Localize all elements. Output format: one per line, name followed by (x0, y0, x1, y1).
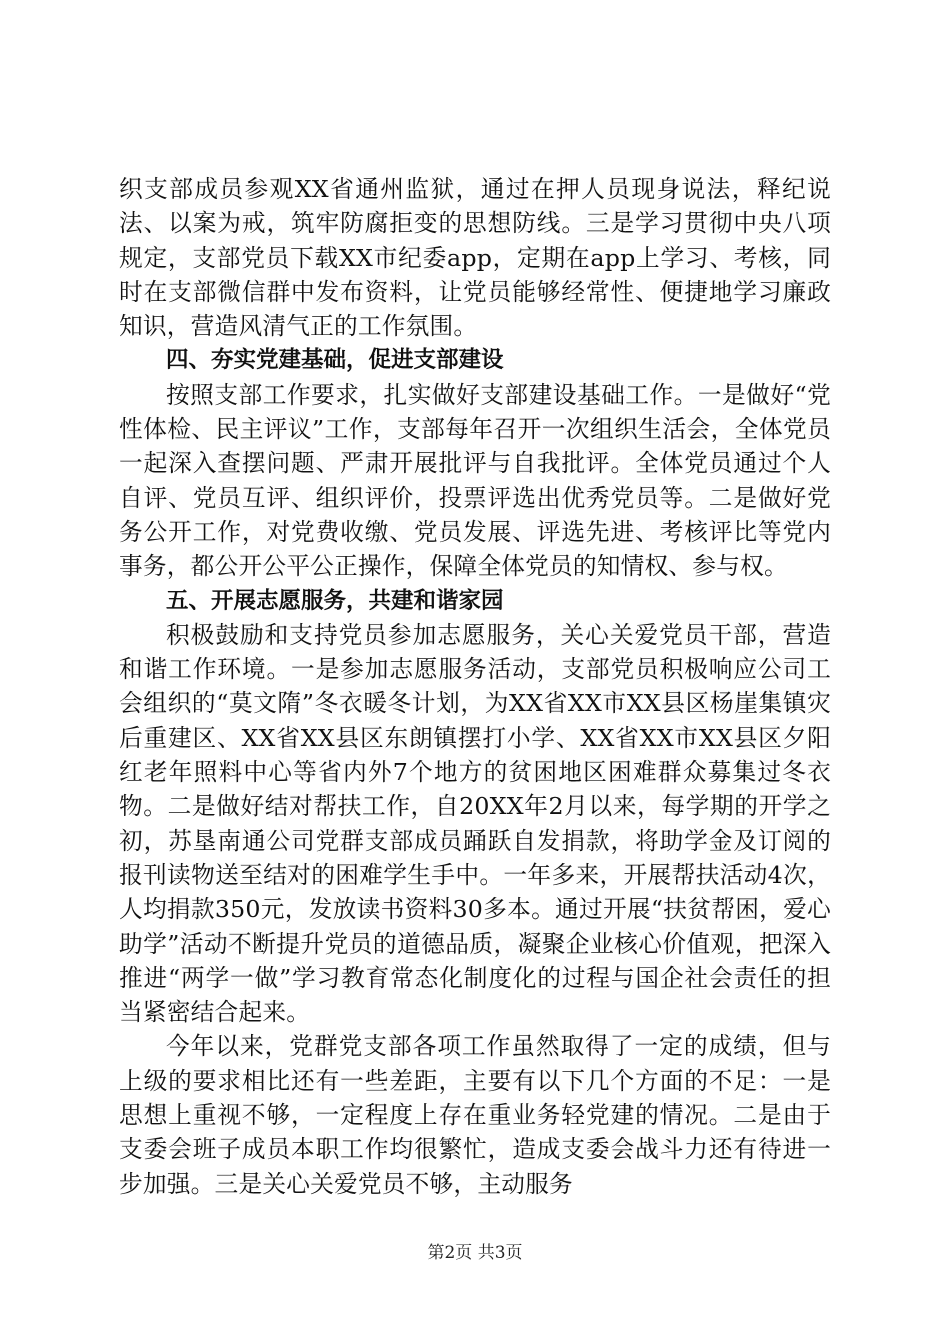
paragraph-summary: 今年以来，党群党支部各项工作虽然取得了一定的成绩，但与上级的要求相比还有一些差距，主要有以下几个方面的不足：一是思想上重视不够，一定程度上存在重业务轻党建的情况。二是由于支委会班子成员本职工作均很繁忙，造成支委会战斗力还有待进一步加强。三是关心关爱党员不够，主动服务 (119, 1032, 831, 1198)
paragraph-continuation: 织支部成员参观XX省通州监狱，通过在押人员现身说法，释纪说法、以案为戒，筑牢防腐拒变的思想防线。三是学习贯彻中央八项规定，支部党员下载XX市纪委app，定期在app上学习、考核，同时在支部微信群中发布资料，让党员能够经常性、便捷地学习廉政知识，营造风清气正的工作氛围。 (119, 175, 831, 341)
paragraph-section-five: 积极鼓励和支持党员参加志愿服务，关心关爱党员干部，营造和谐工作环境。一是参加志愿服务活动，支部党员积极响应公司工会组织的“莫文隋”冬衣暖冬计划，为XX省XX市XX县区杨崖集镇灾后重建区、XX省XX县区东朗镇摆打小学、XX省XX市XX县区夕阳红老年照料中心等省内外7个地方的贫困地区困难群众募集过冬衣物。二是做好结对帮扶工作，自20XX年2月以来，每学期的开学之初，苏垦南通公司党群支部成员踊跃自发捐款，将助学金及订阅的报刊读物送至结对的困难学生手中。一年多来，开展帮扶活动4次，人均捐款350元，发放读书资料30多本。通过开展“扶贫帮困，爱心助学”活动不断提升党员的道德品质，凝聚企业核心价值观，把深入推进“两学一做”学习教育常态化制度化的过程与国企社会责任的担当紧密结合起来。 (119, 620, 831, 1027)
section-heading-four: 四、夯实党建基础，促进支部建设 (166, 347, 504, 374)
section-heading-five: 五、开展志愿服务，共建和谐家园 (166, 587, 504, 614)
document-body (119, 172, 831, 1201)
page-footer: 第2页 共3页 (427, 1243, 523, 1263)
paragraph-section-four: 按照支部工作要求，扎实做好支部建设基础工作。一是做好“党性体检、民主评议”工作，支部每年召开一次组织生活会，全体党员一起深入查摆问题、严肃开展批评与自我批评。全体党员通过个人自评、党员互评、组织评价，投票评选出优秀党员等。二是做好党务公开工作，对党费收缴、党员发展、评选先进、考核评比等党内事务，都公开公平公正操作，保障全体党员的知情权、参与权。 (119, 380, 831, 581)
